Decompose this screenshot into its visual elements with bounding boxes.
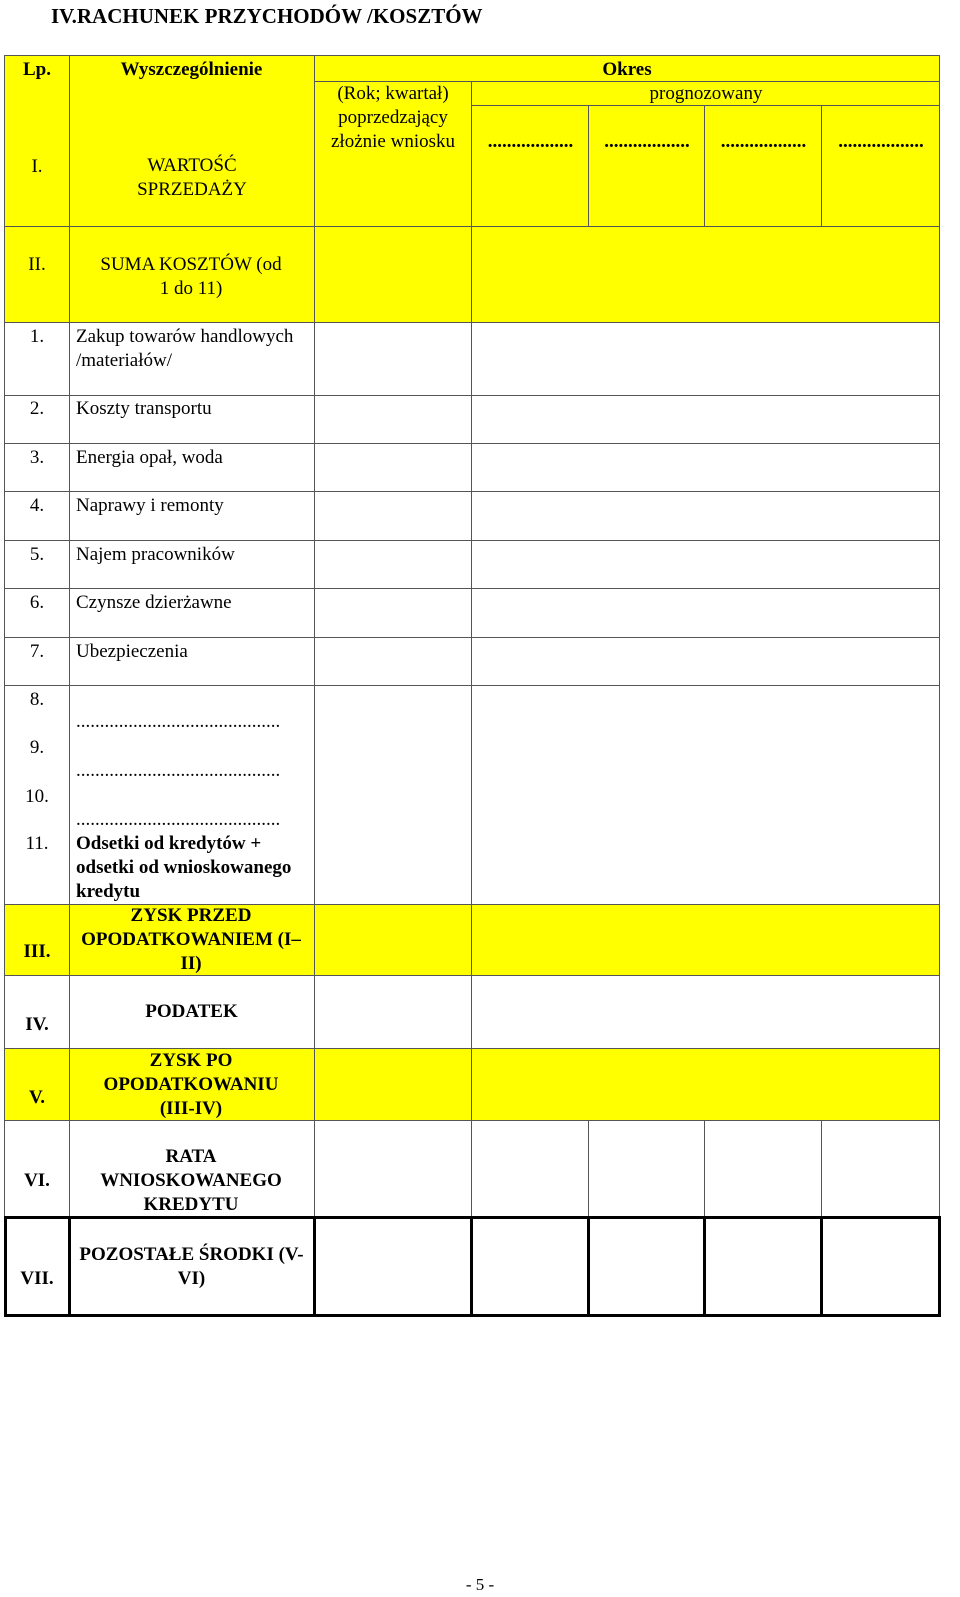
row-lp: II.: [28, 254, 46, 275]
row-rule: [4, 443, 940, 444]
row-lp: 4.: [29, 495, 45, 516]
row-lp: 2.: [29, 398, 45, 419]
row-lp: 10.: [25, 786, 49, 807]
forecast-col-3: ..................: [720, 131, 807, 152]
row-lp: 7.: [29, 641, 45, 662]
header-rule-period: [314, 81, 940, 82]
row-label: ...........................................: [76, 711, 281, 732]
row-rule: [4, 975, 940, 976]
row-label: Zakup towarów handlowych /materiałów/: [76, 326, 294, 371]
last-row-border-left: [4, 1216, 7, 1317]
last-row-divider: [313, 1216, 316, 1317]
row-rule: [4, 685, 940, 686]
row-lp: III.: [23, 941, 51, 962]
row-rule: [4, 637, 940, 638]
row-lp: VII.: [20, 1268, 54, 1289]
row-label: Koszty transportu: [76, 398, 212, 419]
row-label: PODATEK: [145, 1001, 238, 1022]
row-lp: IV.: [25, 1014, 49, 1035]
row-rule: [4, 322, 940, 323]
header-forecast: prognozowany: [649, 83, 763, 104]
last-row-divider: [820, 1216, 823, 1317]
col-divider-f1: [588, 105, 589, 226]
row-lp: VI.: [24, 1170, 50, 1191]
last-row-divider: [470, 1216, 473, 1317]
table-border-right: [939, 55, 940, 1217]
forecast-col-4: ..................: [838, 131, 924, 152]
page-number: - 5 -: [465, 1575, 495, 1594]
row-rule: [4, 395, 940, 396]
page-title: IV.RACHUNEK PRZYCHODÓW /KOSZTÓW: [51, 4, 483, 28]
row-lp: 11.: [25, 833, 49, 854]
col-divider-f2: [704, 1120, 705, 1217]
row-label: SUMA KOSZTÓW (od 1 do 11): [100, 254, 282, 299]
row-label: WARTOŚĆ SPRZEDAŻY: [137, 155, 247, 200]
row-rule: [4, 904, 940, 905]
row-label: Odsetki od kredytów + odsetki od wnioskowanego kredytu: [76, 833, 292, 902]
col-divider-f1: [588, 1120, 589, 1217]
last-row-divider: [703, 1216, 706, 1317]
col-divider-f2: [704, 105, 705, 226]
row-label: ...........................................: [76, 760, 281, 781]
row-label: Ubezpieczenia: [76, 641, 188, 662]
last-row-divider: [587, 1216, 590, 1317]
row-lp: 6.: [29, 592, 45, 613]
row-label: Energia opał, woda: [76, 447, 223, 468]
forecast-col-1: ..................: [487, 131, 574, 152]
row-label: Najem pracowników: [76, 544, 235, 565]
row-lp: V.: [28, 1087, 46, 1108]
last-row-divider: [68, 1216, 71, 1317]
table-border-top: [4, 55, 940, 56]
row-rule: [4, 1120, 940, 1121]
row-rule: [4, 588, 940, 589]
row-label: POZOSTAŁE ŚRODKI (V-VI): [79, 1244, 304, 1289]
row-label: Czynsze dzierżawne: [76, 592, 232, 613]
row-rule: [4, 226, 940, 227]
row-lp: 3.: [29, 447, 45, 468]
row-lp: 1.: [29, 326, 45, 347]
header-period: Okres: [602, 59, 652, 80]
row-rule: [4, 540, 940, 541]
col-divider-previous: [471, 81, 472, 1217]
row-lp: 5.: [29, 544, 45, 565]
row-label: RATA WNIOSKOWANEGO KREDYTU: [100, 1146, 282, 1215]
header-previous: (Rok; kwartał) poprzedzający złożnie wniosku: [330, 83, 455, 152]
row-label: ...........................................: [76, 809, 281, 830]
col-divider-f3: [821, 1120, 822, 1217]
last-row-border-right: [938, 1216, 941, 1317]
header-item: Wyszczególnienie: [120, 59, 263, 80]
header-rule-forecast: [471, 105, 940, 106]
row-rule: [4, 491, 940, 492]
forecast-col-2: ..................: [604, 131, 690, 152]
header-lp: Lp.: [23, 59, 51, 80]
row-label: ZYSK PRZED OPODATKOWANIEM (I–II): [81, 905, 301, 974]
row-label: Naprawy i remonty: [76, 495, 224, 516]
row-lp: 9.: [29, 737, 45, 758]
row-lp: 8.: [29, 689, 45, 710]
row-lp: I.: [31, 156, 43, 177]
table-border-left: [4, 55, 5, 1217]
row-rule: [4, 1048, 940, 1049]
row-label: ZYSK PO OPODATKOWANIU (III-IV): [103, 1050, 279, 1119]
col-divider-f3: [821, 105, 822, 226]
